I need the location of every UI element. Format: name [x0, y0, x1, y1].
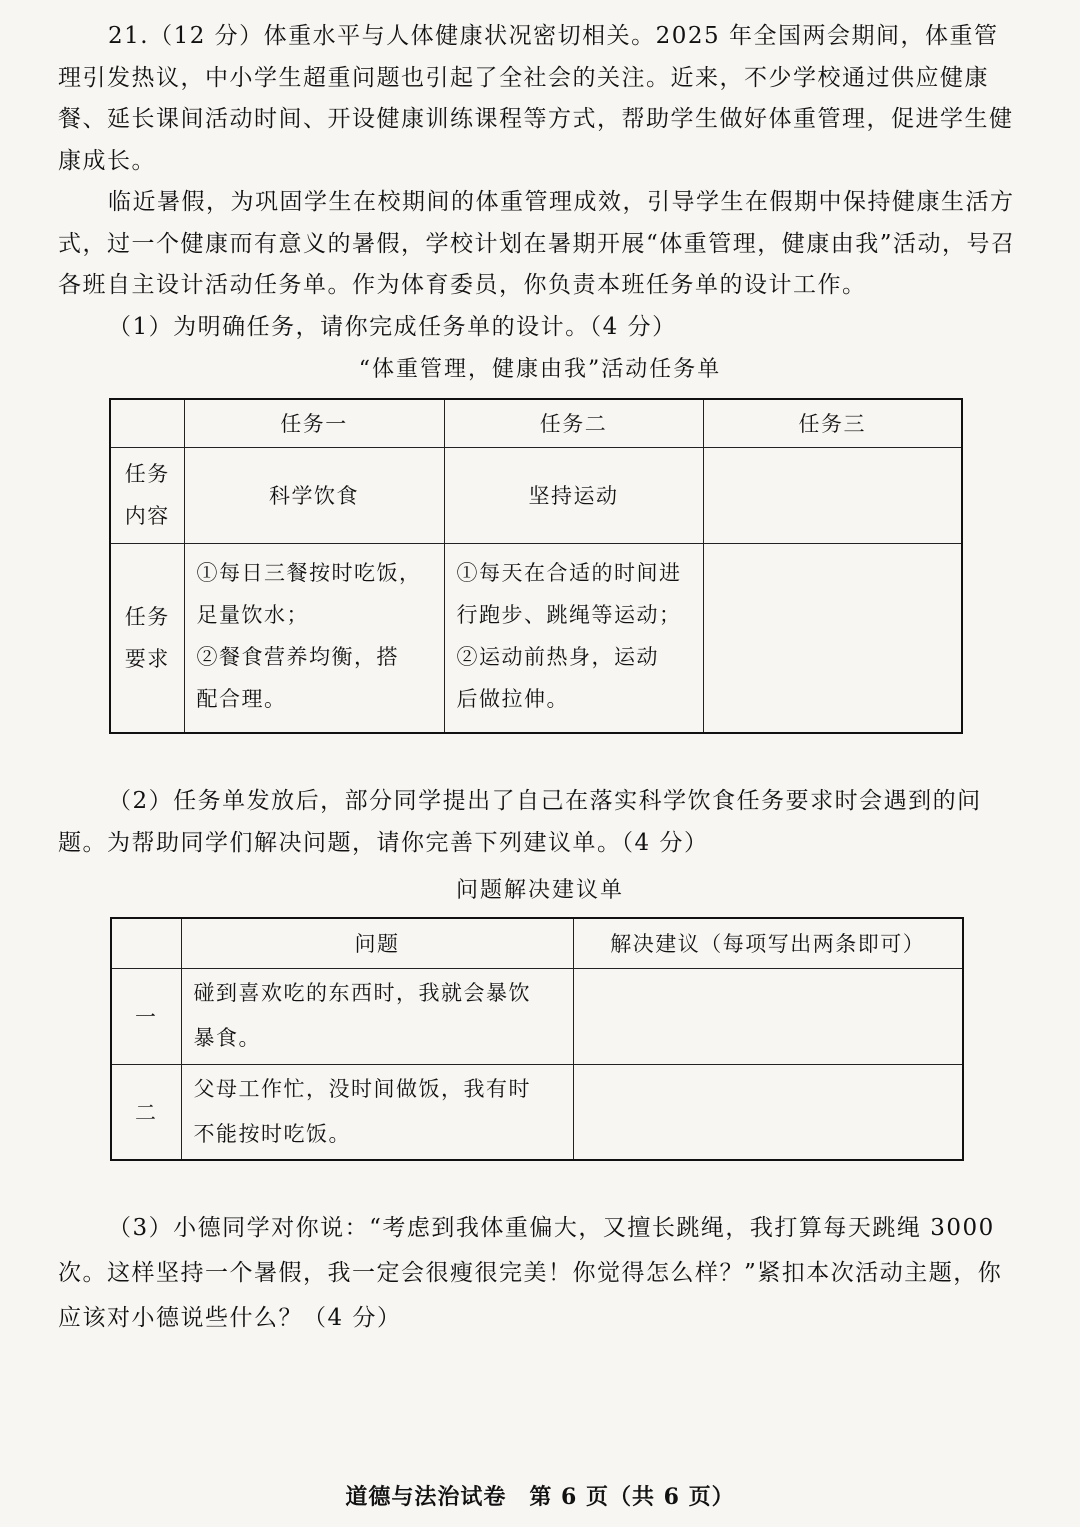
task2-content: 坚持运动: [444, 447, 703, 543]
suggestion-header-row: [111, 918, 963, 968]
task3-content-blank[interactable]: [703, 447, 962, 543]
page-footer: 道德与法治试卷 第 6 页（共 6 页）: [345, 1484, 735, 1510]
row-number: 一: [111, 968, 181, 1064]
question-context: 临近暑假，为巩固学生在校期间的体重管理成效，引导学生在假期中保持健康生活方式，过一个健康而有意义的暑假，学校计划在暑期开展“体重管理，健康由我”活动，号召各班自主设计活动任务单。作为体育委员，你负责本班任务单的设计工作。: [58, 189, 1016, 298]
row-label-content: 任务 内容: [110, 447, 184, 543]
header-suggestion: 解决建议（每项写出两条即可）: [573, 918, 963, 968]
header-problem: 问题: [181, 918, 573, 968]
header-blank: [110, 399, 184, 447]
task1-content: 科学饮食: [184, 447, 444, 543]
suggestion-row: [111, 968, 963, 1064]
task2-requirements: ①每天在合适的时间进 行跑步、跳绳等运动； ②运动前热身，运动 后做拉伸。: [444, 543, 703, 733]
header-task2: 任务二: [444, 399, 703, 447]
task-table-title: “体重管理，健康由我”活动任务单: [358, 357, 722, 382]
task-requirements-row: [110, 543, 962, 733]
header-task3: 任务三: [703, 399, 962, 447]
header-task1: 任务一: [184, 399, 444, 447]
task-content-row: [110, 447, 962, 543]
row-number: 二: [111, 1064, 181, 1160]
task1-requirements: ①每日三餐按时吃饭， 足量饮水； ②餐食营养均衡，搭 配合理。: [184, 543, 444, 733]
part1-prompt: （1）为明确任务，请你完成任务单的设计。（4 分）: [108, 314, 677, 340]
suggestion-row: [111, 1064, 963, 1160]
part2-prompt: （2）任务单发放后，部分同学提出了自己在落实科学饮食任务要求时会遇到的问题。为帮助同学们解决问题，请你完善下列建议单。（4 分）: [58, 788, 982, 856]
task3-requirements-blank[interactable]: [703, 543, 962, 733]
suggestion-table: [110, 917, 964, 1161]
task-table: [109, 398, 963, 734]
suggestion-answer-blank[interactable]: [573, 968, 963, 1064]
part3-prompt: （3）小德同学对你说：“考虑到我体重偏大，又擅长跳绳，我打算每天跳绳 3000 次。这样坚持一个暑假，我一定会很瘦很完美！你觉得怎么样？”紧扣本次活动主题，你应该对小德说些什么？（4 分）: [58, 1215, 1003, 1331]
task-table-header-row: [110, 399, 962, 447]
problem-text: 碰到喜欢吃的东西时，我就会暴饮 暴食。: [181, 968, 573, 1064]
question-intro: 21.（12 分）体重水平与人体健康状况密切相关。2025 年全国两会期间，体重管理引发热议，中小学生超重问题也引起了全社会的关注。近来，不少学校通过供应健康餐、延长课间活动时间、开设健康训练课程等方式，帮助学生做好体重管理，促进学生健康成长。: [58, 23, 1014, 174]
header-num-blank: [111, 918, 181, 968]
problem-text: 父母工作忙，没时间做饭，我有时 不能按时吃饭。: [181, 1064, 573, 1160]
row-label-requirements: 任务 要求: [110, 543, 184, 733]
suggestion-table-title: 问题解决建议单: [455, 878, 624, 903]
suggestion-answer-blank[interactable]: [573, 1064, 963, 1160]
